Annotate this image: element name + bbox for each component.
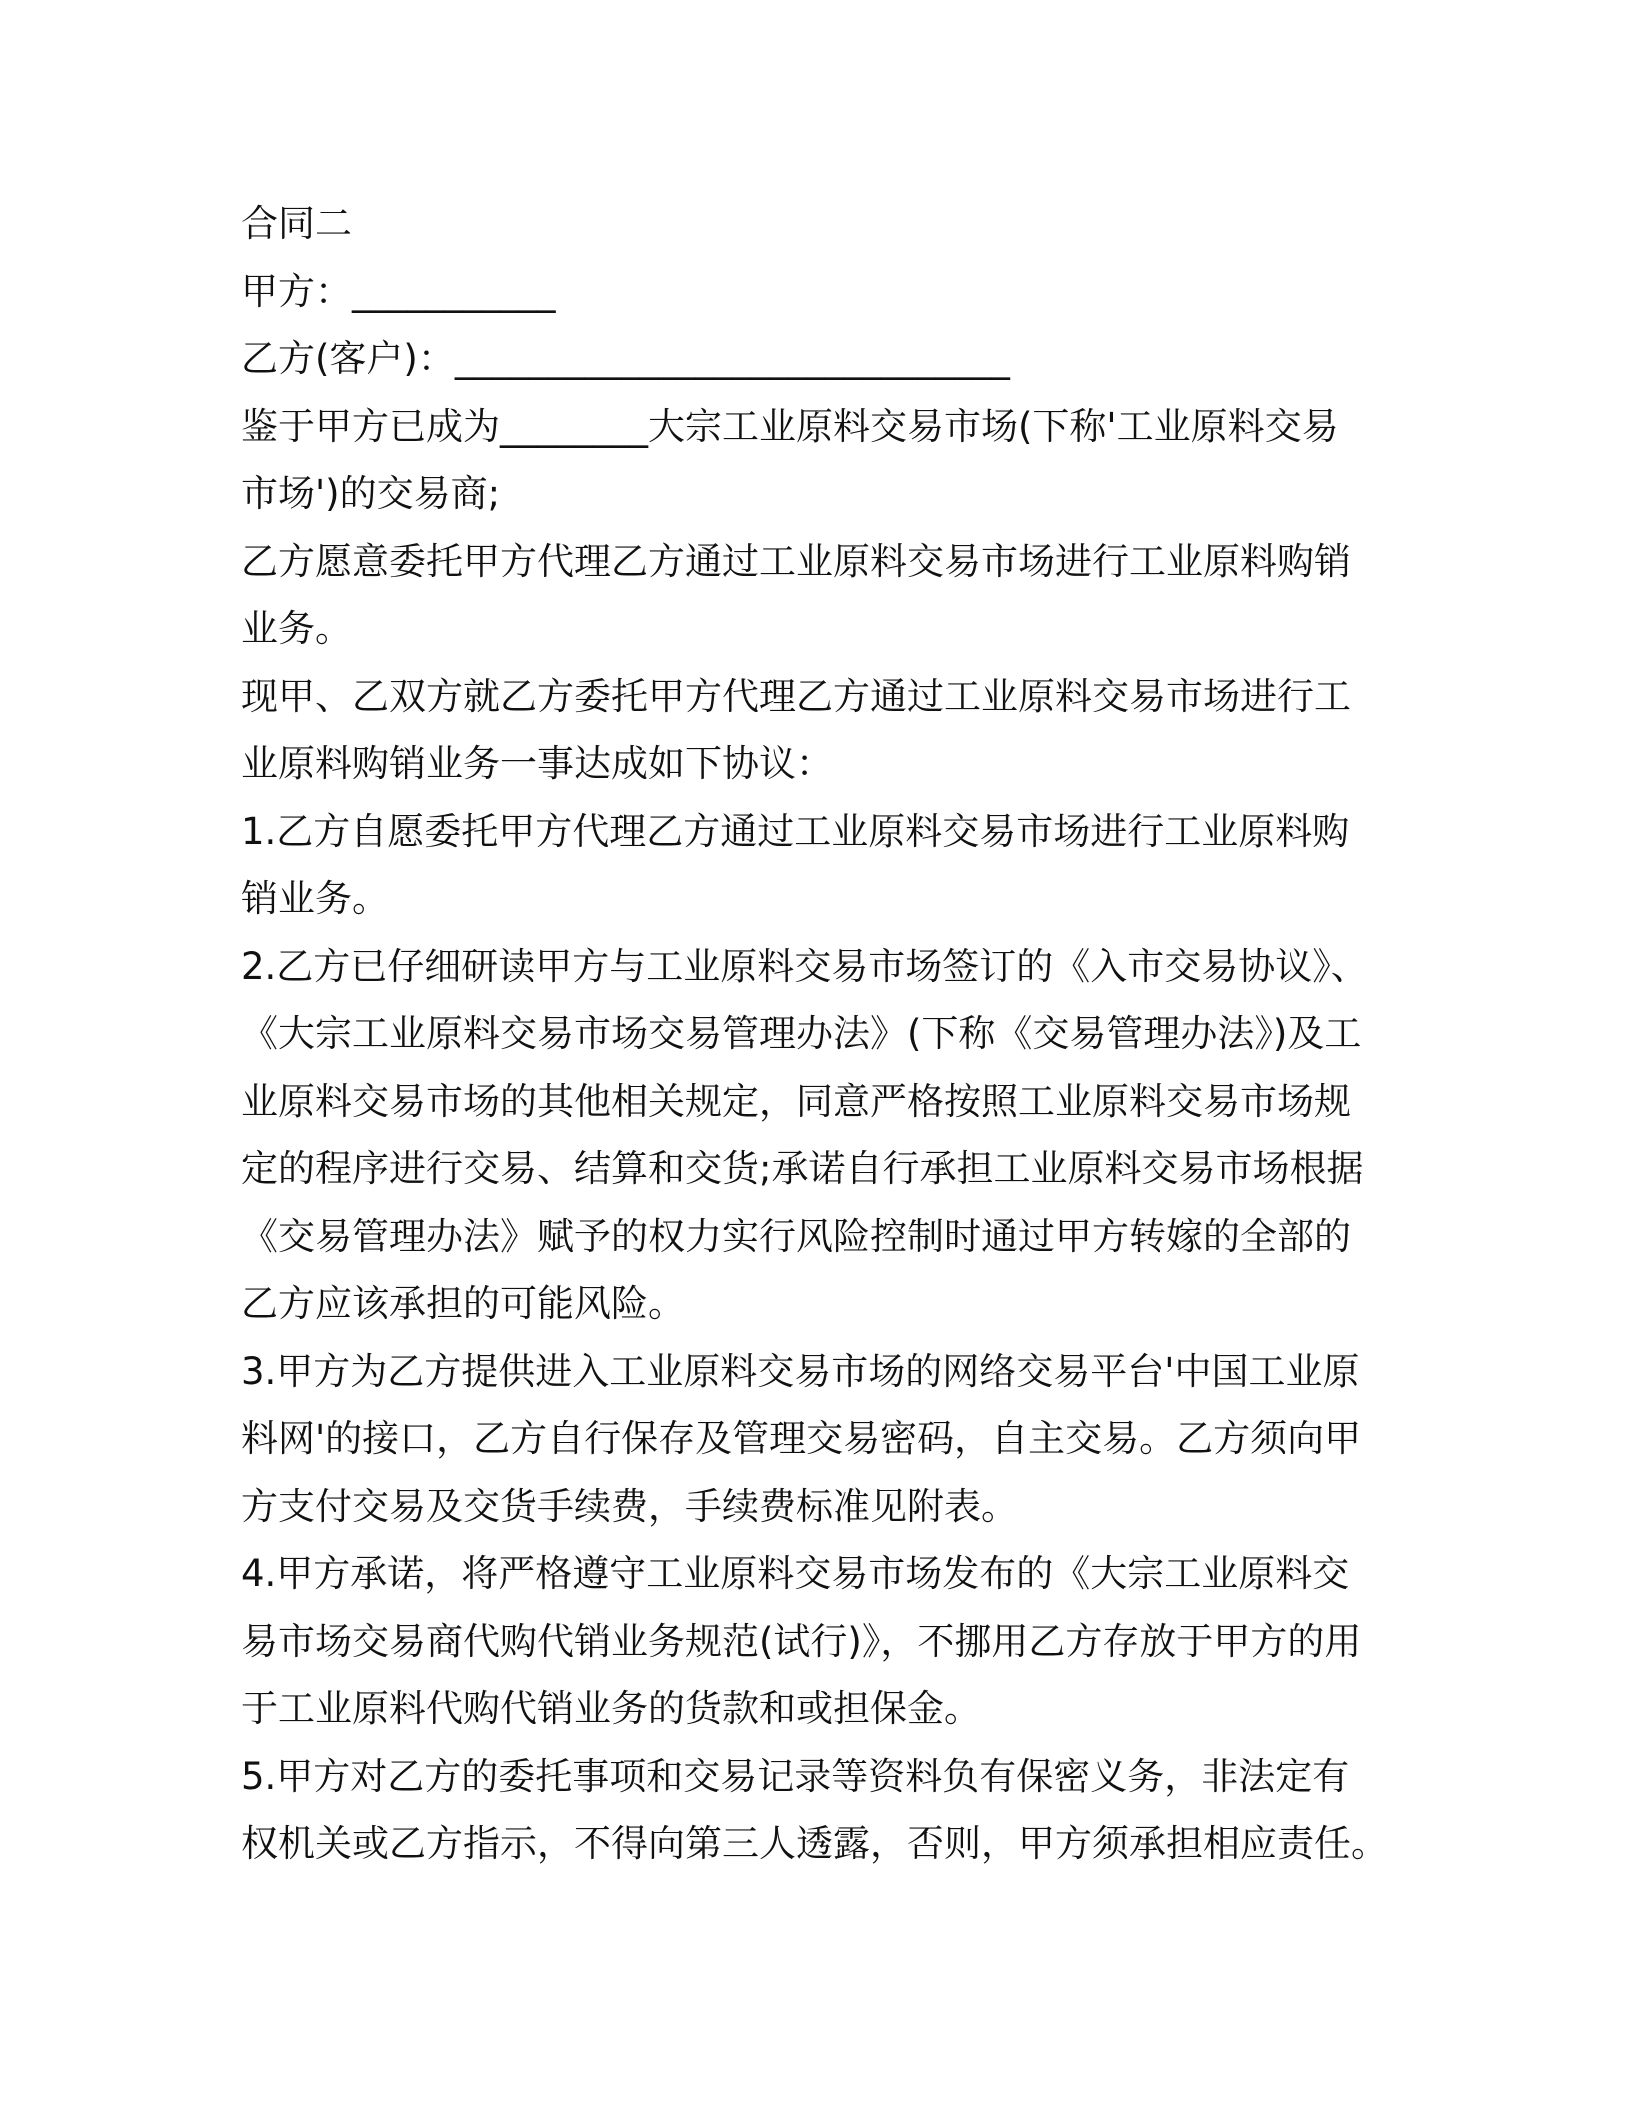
clause-5-line-2: 权机关或乙方指示，不得向第三人透露，否则，甲方须承担相应责任。	[241, 1822, 1388, 1865]
clause-5-line-1: 5.甲方对乙方的委托事项和交易记录等资料负有保密义务，非法定有	[241, 1754, 1350, 1798]
intent-line-2: 业务。	[241, 607, 352, 650]
clause-2-line-6: 乙方应该承担的可能风险。	[241, 1282, 685, 1325]
party-b-line: 乙方(客户)：______________________________	[241, 337, 1010, 380]
party-a-line: 甲方：___________	[241, 269, 556, 313]
clause-2-line-5: 《交易管理办法》赋予的权力实行风险控制时通过甲方转嫁的全部的	[241, 1214, 1351, 1258]
clause-3-line-3: 方支付交易及交货手续费，手续费标准见附表。	[241, 1484, 1018, 1528]
clause-4-line-3: 于工业原料代购代销业务的货款和或担保金。	[241, 1687, 981, 1730]
contract-body	[241, 190, 1391, 1878]
contract-title: 合同二	[241, 202, 352, 245]
clause-1-line-1: 1.乙方自愿委托甲方代理乙方通过工业原料交易市场进行工业原料购	[241, 809, 1350, 853]
intent-line-1: 乙方愿意委托甲方代理乙方通过工业原料交易市场进行工业原料购销	[241, 539, 1351, 583]
agreement-intro-line-1: 现甲、乙双方就乙方委托甲方代理乙方通过工业原料交易市场进行工	[241, 674, 1351, 718]
clause-2-line-2: 《大宗工业原料交易市场交易管理办法》(下称《交易管理办法》)及工	[241, 1012, 1362, 1055]
agreement-intro-line-2: 业原料购销业务一事达成如下协议：	[241, 742, 833, 785]
clause-2-line-3: 业原料交易市场的其他相关规定，同意严格按照工业原料交易市场规	[241, 1079, 1351, 1123]
clause-2-line-1: 2.乙方已仔细研读甲方与工业原料交易市场签订的《入市交易协议》、	[241, 944, 1368, 988]
clause-4-line-1: 4.甲方承诺，将严格遵守工业原料交易市场发布的《大宗工业原料交	[241, 1552, 1350, 1595]
preamble-line-2: 市场')的交易商;	[241, 472, 501, 515]
clause-3-line-1: 3.甲方为乙方提供进入工业原料交易市场的网络交易平台'中国工业原	[241, 1349, 1360, 1393]
clause-3-line-2: 料网'的接口，乙方自行保存及管理交易密码，自主交易。乙方须向甲	[241, 1417, 1362, 1460]
clause-1-line-2: 销业务。	[241, 877, 389, 920]
clause-2-line-4: 定的程序进行交易、结算和交货;承诺自行承担工业原料交易市场根据	[241, 1147, 1364, 1190]
preamble-line-1: 鉴于甲方已成为________大宗工业原料交易市场(下称'工业原料交易	[241, 404, 1339, 448]
clause-4-line-2: 易市场交易商代购代销业务规范(试行)》，不挪用乙方存放于甲方的用	[241, 1619, 1362, 1663]
